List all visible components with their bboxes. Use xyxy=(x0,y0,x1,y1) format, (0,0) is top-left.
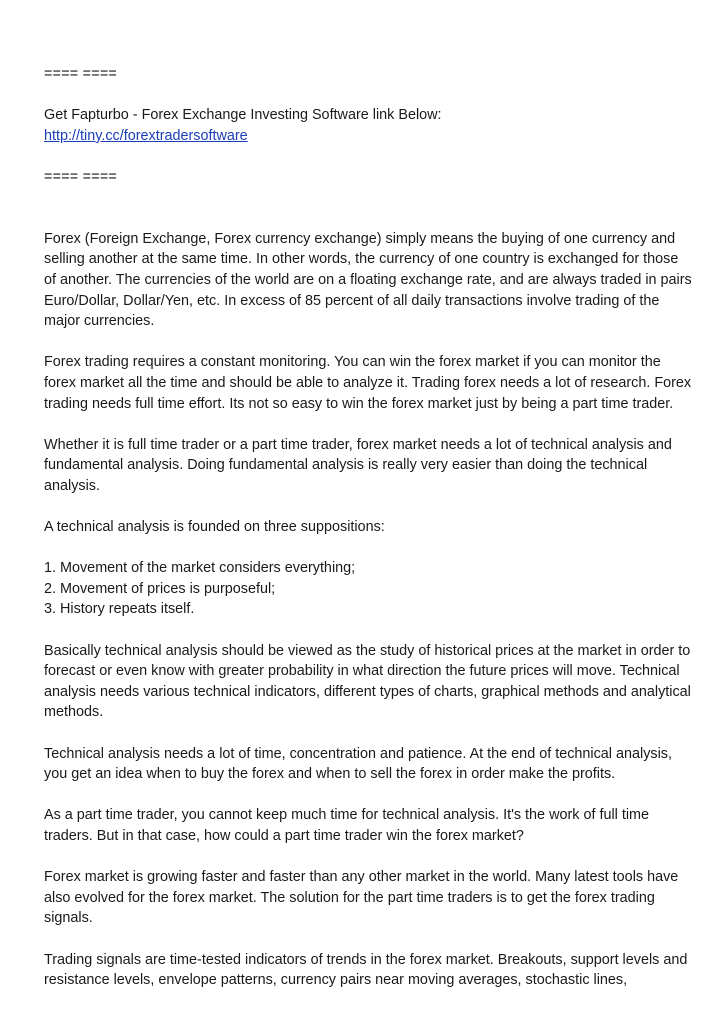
list-item: 3. History repeats itself. xyxy=(44,601,195,618)
paragraph-market-growth: Forex market is growing faster and faster than any other market in the world. Many latest tools have also evolved for the forex market. The solution for the part time traders is to get the forex trading signals. xyxy=(44,869,679,927)
spacer xyxy=(44,208,694,229)
promo-link[interactable]: http://tiny.cc/forextradersoftware xyxy=(44,127,248,144)
divider-top: ==== ==== xyxy=(44,66,118,82)
paragraph-technical-analysis: Basically technical analysis should be viewed as the study of historical prices at the market in order to forecast or even know with greater probability in what direction the future prices will move. Technical analysis needs various technical indicators, different types of charts, graphical methods and analytical methods. xyxy=(44,642,691,721)
paragraph-forex-definition: Forex (Foreign Exchange, Forex currency exchange) simply means the buying of one currency and selling another at the same time. In other words, the currency of one country is exchanged for those of another. The currencies of the world are on a floating exchange rate, and are always traded in pairs Euro/Dollar, Dollar/Yen, etc. In excess of 85 percent of all daily transactions involve trading of the major currencies. xyxy=(44,230,692,330)
list-item: 1. Movement of the market considers everything; xyxy=(44,560,356,577)
paragraph-analysis-types: Whether it is full time trader or a part time trader, forex market needs a lot of technical analysis and fundamental analysis. Doing fundamental analysis is really very easier than doing the technical analysis. xyxy=(44,436,672,494)
list-item: 2. Movement of prices is purposeful; xyxy=(44,580,276,597)
paragraph-forex-monitoring: Forex trading requires a constant monitoring. You can win the forex market if you can monitor the forex market all the time and should be able to analyze it. Trading forex needs a lot of research. Forex trading needs full time effort. Its not so easy to win the forex market just by being a part time trader. xyxy=(44,354,692,412)
paragraph-time-patience: Technical analysis needs a lot of time, concentration and patience. At the end of technical analysis, you get an idea when to buy the forex and when to sell the forex in order make the profits. xyxy=(44,745,672,783)
paragraph-suppositions-intro: A technical analysis is founded on three suppositions: xyxy=(44,519,385,536)
document-page xyxy=(44,64,694,1011)
paragraph-part-time-trader: As a part time trader, you cannot keep much time for technical analysis. It's the work of full time traders. But in that case, how could a part time trader win the forex market? xyxy=(44,807,650,844)
promo-text: Get Fapturbo - Forex Exchange Investing Software link Below: xyxy=(44,107,442,124)
paragraph-trading-signals: Trading signals are time-tested indicators of trends in the forex market. Breakouts, support levels and resistance levels, envelope patterns, currency pairs near moving averages, stochastic lines, xyxy=(44,951,688,989)
divider-bottom: ==== ==== xyxy=(44,168,118,185)
suppositions-list xyxy=(44,558,694,620)
promo-block xyxy=(44,105,694,146)
